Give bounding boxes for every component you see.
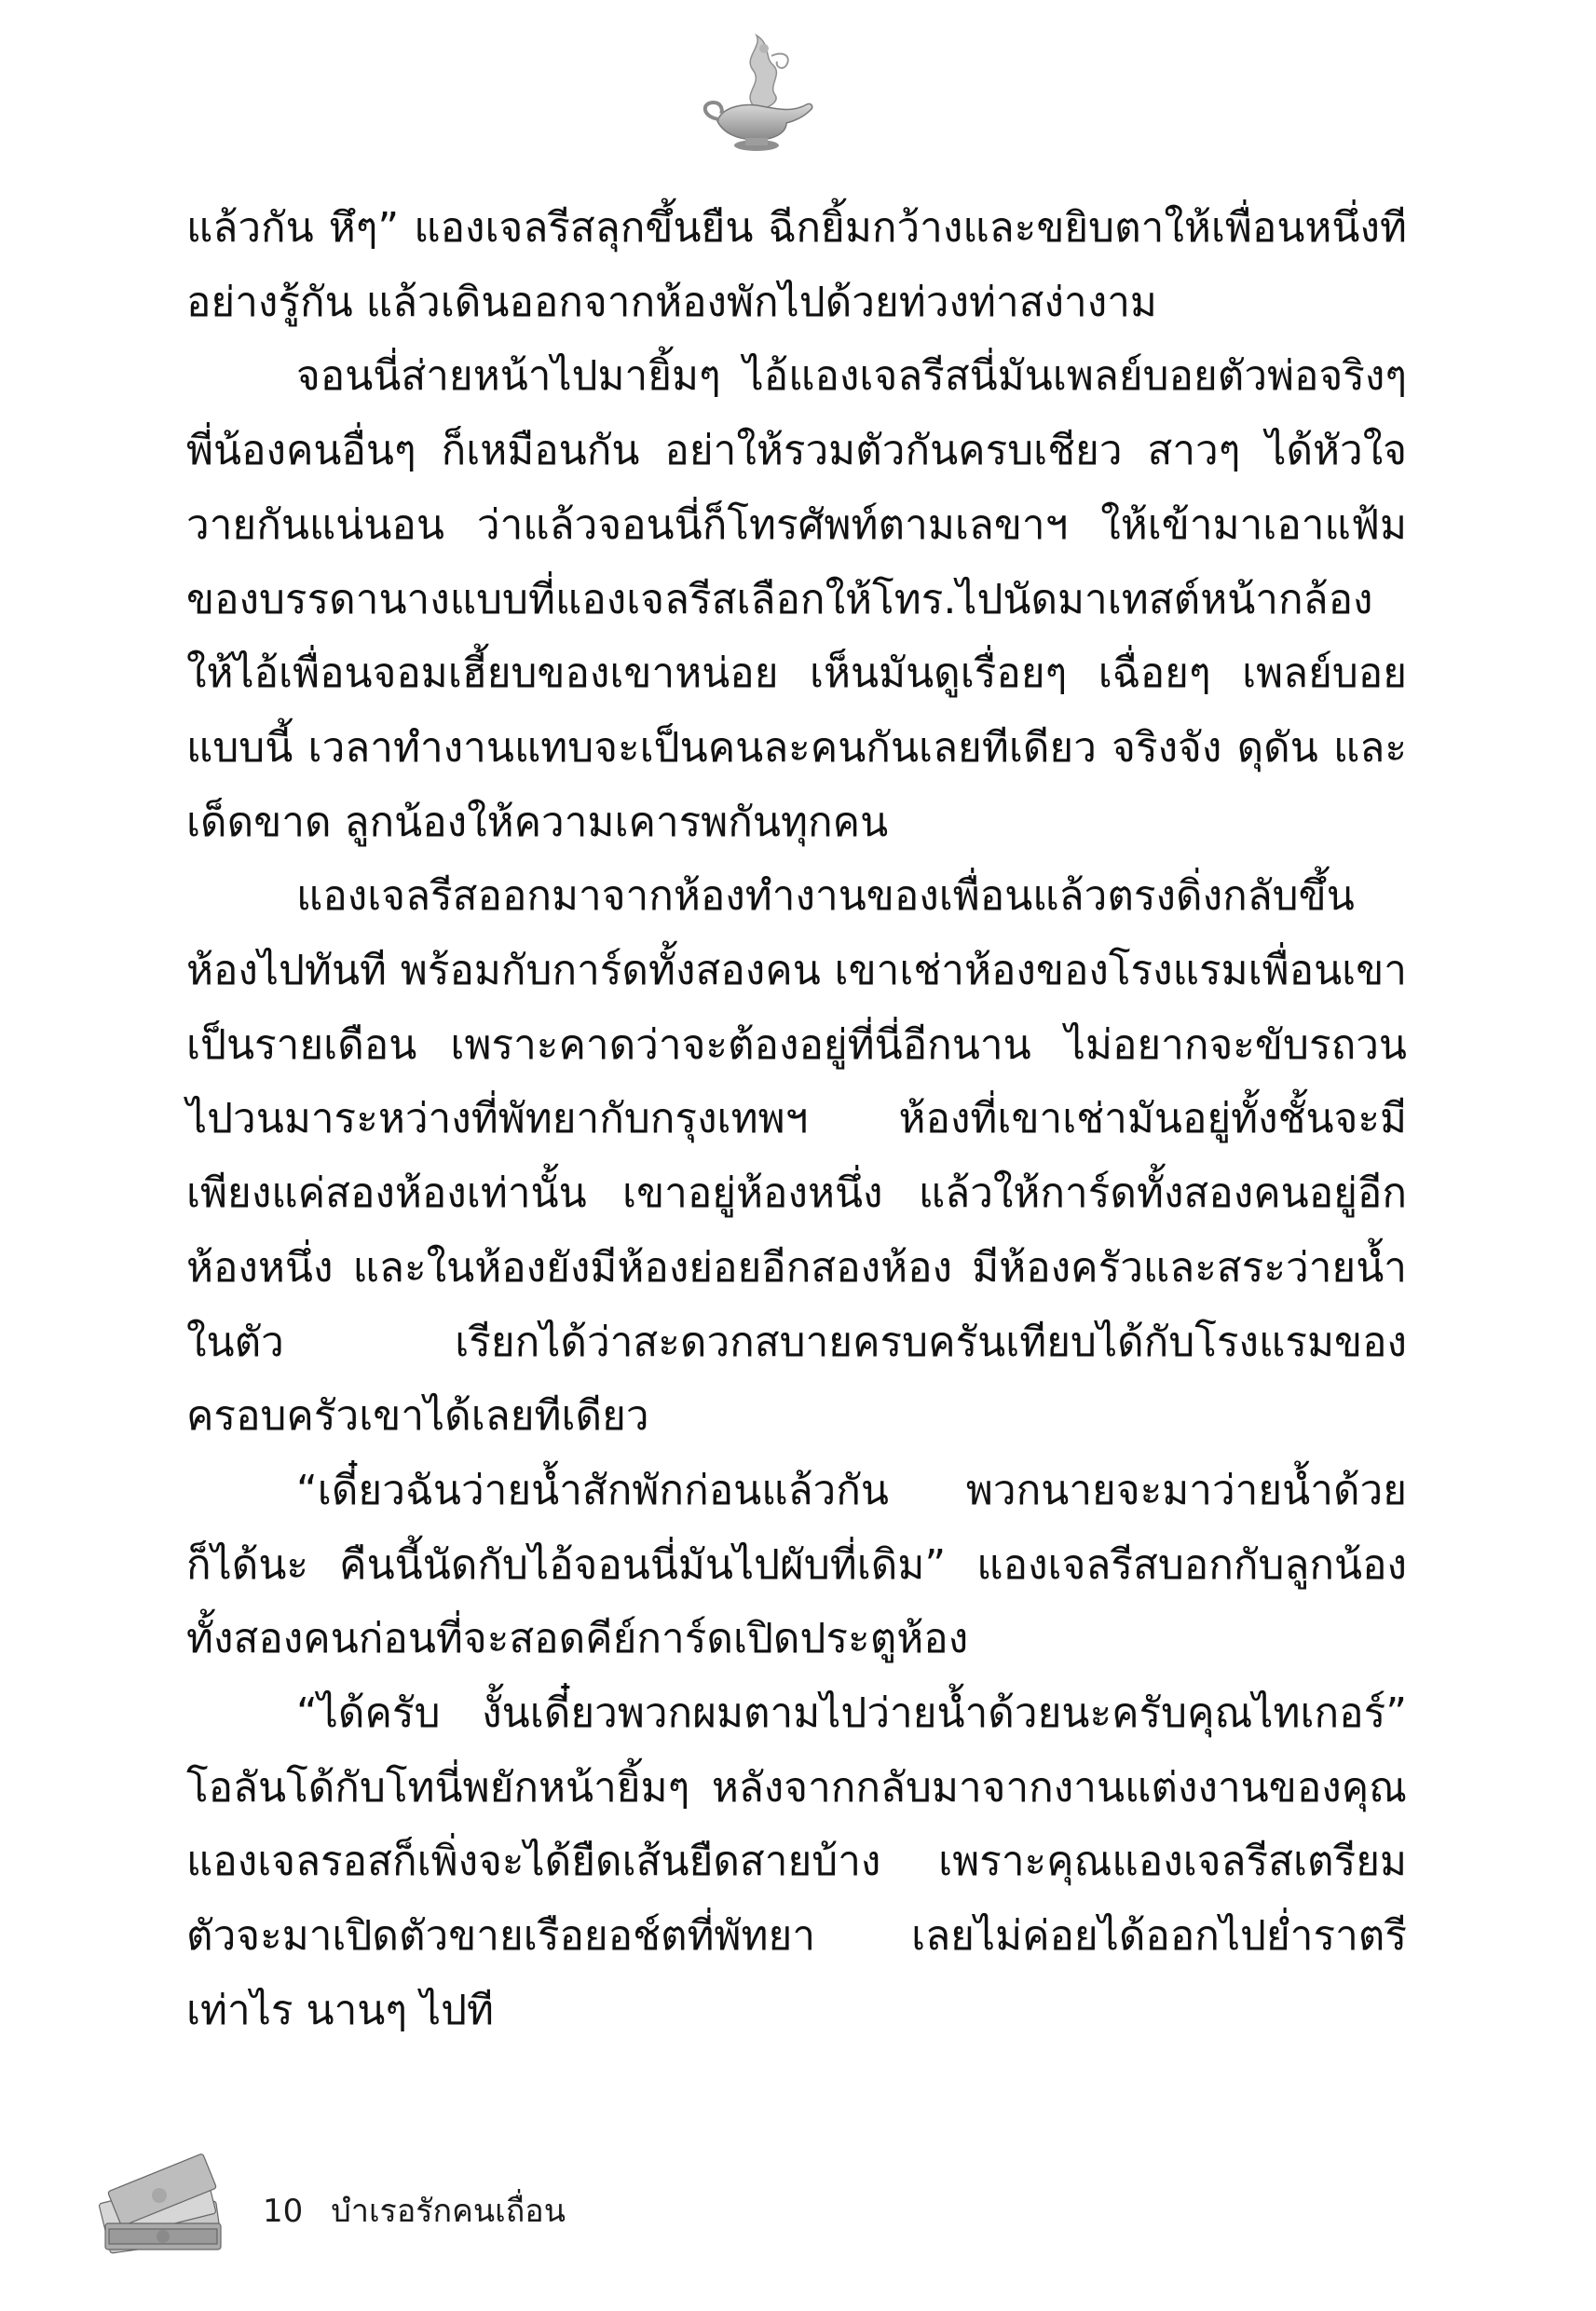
- genie-lamp-icon: [689, 28, 829, 168]
- paragraph: “ได้ครับ งั้นเดี๋ยวพวกผมตามไปว่ายน้ำด้วยนะครับคุณไทเกอร์” โอลันโด้กับโทนี่พยักหน้ายิ้มๆ หลังจากกลับมาจากงานแต่งงานของคุณแองเจลรอสก็เพิ่งจะได้ยืดเส้นยืดสายบ้าง เพราะคุณแองเจลรีสเตรียมตัวจะมาเปิดตัวขายเรือยอช์ตที่พัทยา เลยไม่ค่อยได้ออกไปย่ำราตรีเท่าไร นานๆ ไปที: [186, 1689, 1407, 2034]
- page-footer: [263, 2185, 566, 2232]
- page-number: 10: [263, 2193, 304, 2230]
- paragraph: จอนนี่ส่ายหน้าไปมายิ้มๆ ไอ้แองเจลรีสนี่มันเพลย์บอยตัวพ่อจริงๆ พี่น้องคนอื่นๆ ก็เหมือนกัน อย่าให้รวมตัวกันครบเชียว สาวๆ ได้หัวใจวายกันแน่นอน ว่าแล้วจอนนี่ก็โทรศัพท์ตามเลขาฯ ให้เข้ามาเอาแฟ้มของบรรดานางแบบที่แองเจลรีสเลือกให้โทร.ไปนัดมาเทสต์หน้ากล้องให้ไอ้เพื่อนจอมเฮี้ยบของเขาหน่อย เห็นมันดูเรื่อยๆ เฉื่อยๆ เพลย์บอยแบบนี้ เวลาทำงานแทบจะเป็นคนละคนกันเลยทีเดียว จริงจัง ดุดัน และเด็ดขาด ลูกน้องให้ความเคารพกันทุกคน: [186, 352, 1407, 846]
- book-title: บำเรอรักคนเถื่อน: [331, 2193, 566, 2230]
- paragraph: แองเจลรีสออกมาจากห้องทำงานของเพื่อนแล้วตรงดิ่งกลับขึ้นห้องไปทันที พร้อมกับการ์ดทั้งสองคน เขาเช่าห้องของโรงแรมเพื่อนเขาเป็นรายเดือน เพราะคาดว่าจะต้องอยู่ที่นี่อีกนาน ไม่อยากจะขับรถวนไปวนมาระหว่างที่พัทยากับกรุงเทพฯ ห้องที่เขาเช่ามันอยู่ทั้งชั้นจะมีเพียงแค่สองห้องเท่านั้น เขาอยู่ห้องหนึ่ง แล้วให้การ์ดทั้งสองคนอยู่อีกห้องหนึ่ง และในห้องยังมีห้องย่อยอีกสองห้อง มีห้องครัวและสระว่ายน้ำในตัว เรียกได้ว่าสะดวกสบายครบครันเทียบได้กับโรงแรมของครอบครัวเขาได้เลยทีเดียว: [186, 872, 1407, 1441]
- body-text: [186, 191, 1407, 2048]
- paragraph: แล้วกัน หึๆ” แองเจลรีสลุกขึ้นยืน ฉีกยิ้มกว้างและขยิบตาให้เพื่อนหนึ่งทีอย่างรู้กัน แล้วเดินออกจากห้องพักไปด้วยท่วงท่าสง่างาม: [186, 204, 1407, 326]
- money-stack-icon: [89, 2143, 233, 2264]
- paragraph: “เดี๋ยวฉันว่ายน้ำสักพักก่อนแล้วกัน พวกนายจะมาว่ายน้ำด้วยก็ได้นะ คืนนี้นัดกับไอ้จอนนี่มันไปผับที่เดิม” แองเจลรีสบอกกับลูกน้องทั้งสองคนก่อนที่จะสอดคีย์การ์ดเปิดประตูห้อง: [186, 1466, 1407, 1663]
